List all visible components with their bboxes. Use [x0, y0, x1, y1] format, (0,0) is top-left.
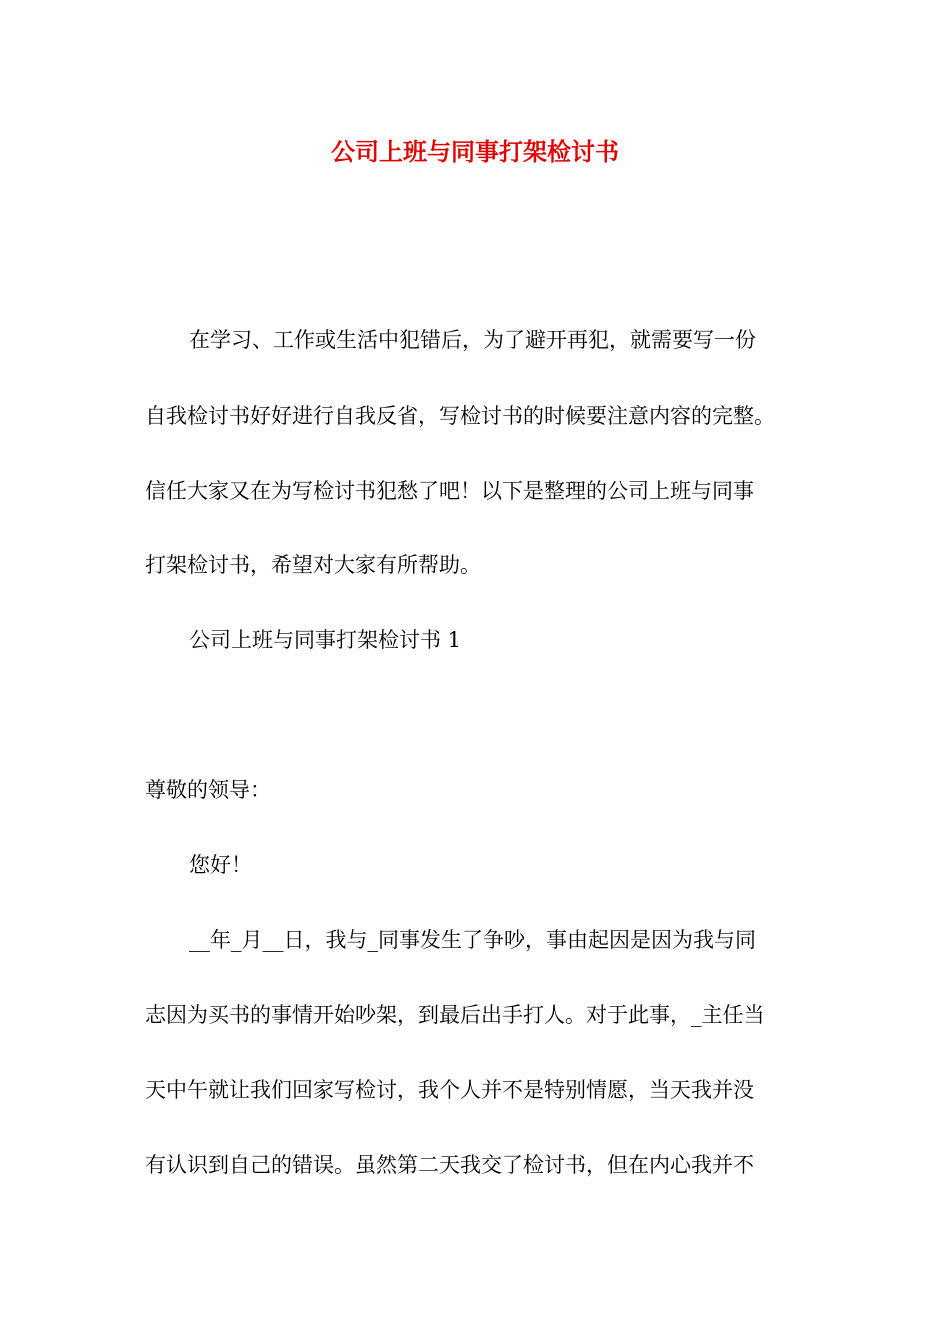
body-line-3: 天中午就让我们回家写检讨，我个人并不是特别情愿，当天我并没 — [145, 1078, 754, 1102]
body-line-2: 志因为买书的事情开始吵架，到最后出手打人。对于此事，_主任当 — [145, 1003, 765, 1027]
intro-line-1: 在学习、工作或生活中犯错后，为了避开再犯，就需要写一份 — [189, 328, 756, 352]
section-heading: 公司上班与同事打架检讨书 1 — [189, 628, 462, 652]
salutation: 尊敬的领导： — [145, 778, 271, 802]
intro-line-2: 自我检讨书好好进行自我反省，写检讨书的时候要注意内容的完整。 — [145, 404, 775, 428]
body-line-4: 有认识到自己的错误。虽然第二天我交了检讨书，但在内心我并不 — [145, 1153, 754, 1177]
body-line-1: __年_月__日，我与_同事发生了争吵，事由起因是因为我与同 — [189, 928, 756, 952]
intro-line-3: 信任大家又在为写检讨书犯愁了吧！以下是整理的公司上班与同事 — [145, 479, 754, 503]
document-title: 公司上班与同事打架检讨书 — [331, 137, 619, 166]
intro-line-4: 打架检讨书，希望对大家有所帮助。 — [145, 553, 481, 577]
greeting: 您好！ — [189, 853, 252, 877]
